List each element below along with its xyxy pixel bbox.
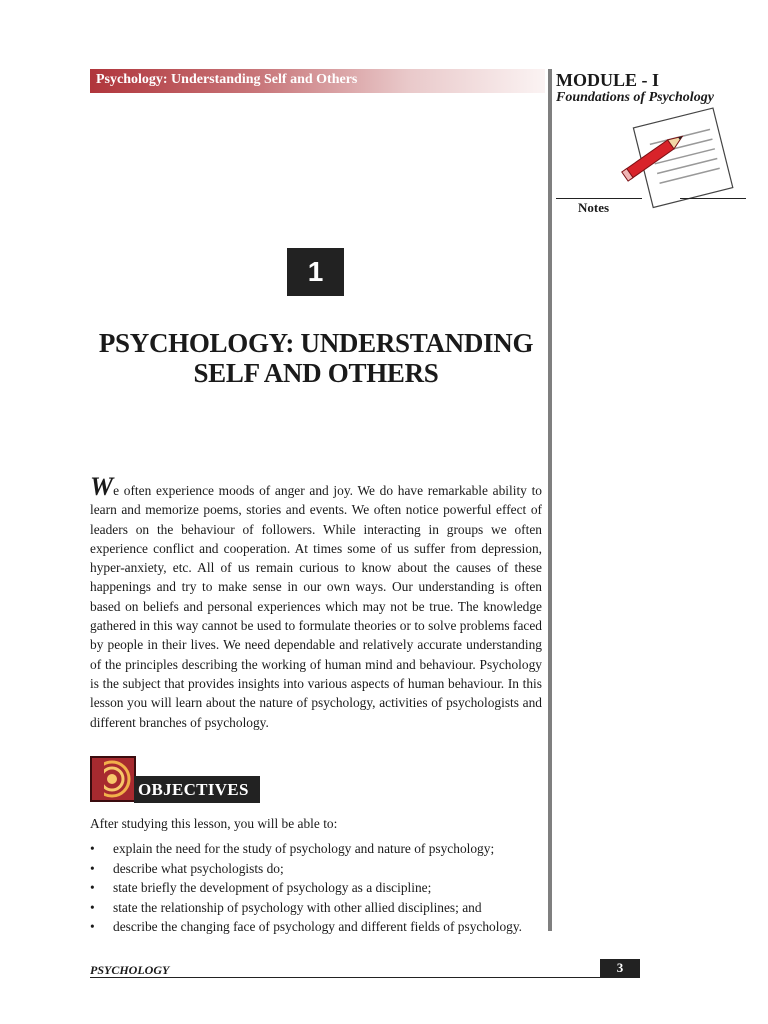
list-item: • describe the changing face of psychology and different fields of psychology.	[90, 919, 523, 934]
chapter-title-line2: SELF AND OTHERS	[193, 358, 439, 388]
intro-dropcap: W	[90, 472, 114, 501]
objectives-target-icon	[90, 756, 136, 802]
notes-pencil-icon	[618, 104, 742, 212]
page-number: 3	[600, 959, 640, 977]
running-header-title: Psychology: Understanding Self and Others	[96, 72, 358, 87]
footer-subject: PSYCHOLOGY	[90, 963, 170, 977]
margin-divider	[548, 69, 552, 931]
list-item: • describe what psychologists do;	[90, 860, 284, 876]
notes-rule-left	[556, 198, 642, 199]
objectives-heading: OBJECTIVES	[134, 776, 260, 803]
list-item: • state the relationship of psychology with other allied disciplines; and	[90, 899, 482, 915]
intro-text: e often experience moods of anger and joy. We do have remarkable ability to learn and memorize poems, stories and events. We often notice powerful effect of leaders on the behaviour of followers. While interacting in groups we often experience conflict and cooperation. At times some of us suffer from depression, hyper-anxiety, etc. All of us remain curious to know about the causes of these happenings and try to make sense in our own ways. Our understanding is often based on beliefs and personal experiences which may not be true. The knowledge gathered in this way cannot be used to formulate theories or to solve problems faced by people in their lives. We need dependable and relatively accurate understanding of the principles describing the working of human mind and behaviour. Psychology is the subject that provides insights into various aspects of human behaviour. In this lesson you will learn about the nature of psychology, activities of psychologists and different branches of psychology.	[90, 483, 542, 730]
footer-rule	[90, 977, 640, 978]
objectives-lead: After studying this lesson, you will be able to:	[90, 816, 338, 831]
module-subtitle: Foundations of Psychology	[556, 90, 714, 105]
running-header	[90, 69, 545, 93]
intro-paragraph	[90, 472, 542, 732]
chapter-number: 1	[287, 248, 344, 296]
objectives-list	[90, 839, 545, 937]
chapter-title	[90, 328, 542, 388]
list-item: • state briefly the development of psychology as a discipline;	[90, 880, 432, 895]
list-item: • explain the need for the study of psychology and nature of psychology;	[90, 841, 495, 856]
notes-rule-right	[680, 198, 746, 199]
chapter-title-line1: PSYCHOLOGY: UNDERSTANDING	[98, 328, 534, 358]
module-label: MODULE - I	[556, 70, 659, 90]
notes-label: Notes	[578, 200, 610, 215]
